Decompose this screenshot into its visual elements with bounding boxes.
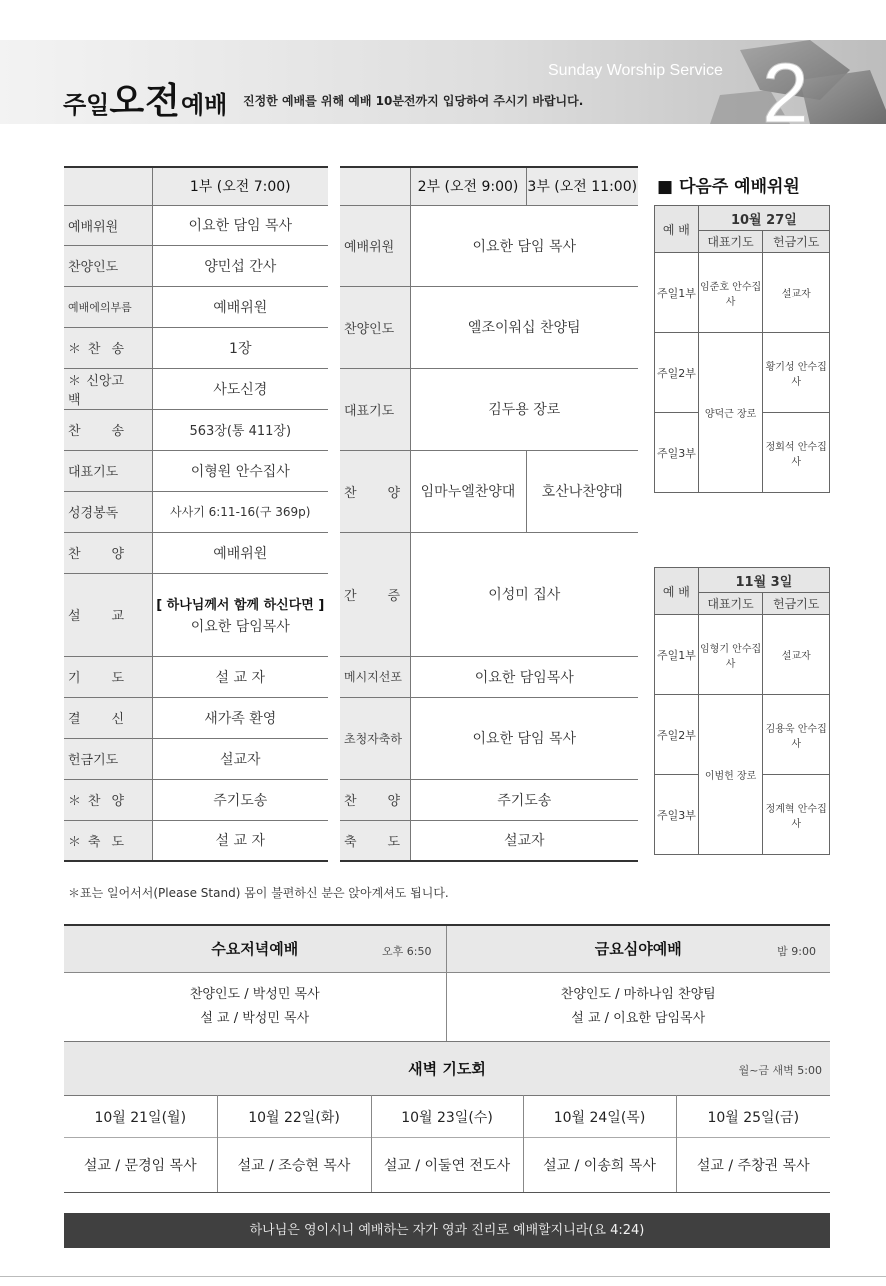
first-value: 사사기 6:11-16(구 369p) xyxy=(152,491,328,532)
second-label: 찬 양 xyxy=(340,779,410,820)
offering-col-header: 헌금기도 xyxy=(763,593,830,615)
dawn-date: 10월 25일(금) xyxy=(676,1096,830,1138)
sermon-title: [ 하나님께서 함께 하신다면 ] xyxy=(156,597,325,613)
first-value: 주기도송 xyxy=(152,779,328,820)
first-label: ＊신앙고백 xyxy=(64,368,152,409)
worship-col-header: 예 배 xyxy=(655,206,699,253)
page-title xyxy=(63,73,228,122)
service-name: 주일2부 xyxy=(655,695,699,775)
first-value: 예배위원 xyxy=(152,532,328,573)
first-value: 설교자 xyxy=(152,738,328,779)
service-name: 주일3부 xyxy=(655,775,699,855)
second-label: 축 도 xyxy=(340,820,410,861)
first-value: 563장(통 411장) xyxy=(152,409,328,450)
dawn-preacher: 설교 / 이둘연 전도사 xyxy=(371,1138,523,1193)
dawn-preacher: 설교 / 문경임 목사 xyxy=(64,1138,217,1193)
second-value: 이요한 담임목사 xyxy=(410,656,638,697)
first-value: 설 교 자 xyxy=(152,820,328,861)
friday-title: 금요심야예배 xyxy=(594,940,682,959)
second-value: 이요한 담임 목사 xyxy=(410,697,638,779)
prayer-col-header: 대표기도 xyxy=(698,593,763,615)
second-value: 김두용 장로 xyxy=(410,368,638,450)
second-choir: 임마누엘찬양대 xyxy=(410,450,526,532)
prayer-name: 임형기 안수집사 xyxy=(698,615,763,695)
friday-preacher: 설 교 / 이요한 담임목사 xyxy=(571,1011,706,1027)
dawn-prayer-table xyxy=(64,1041,830,1193)
wednesday-preacher: 설 교 / 박성민 목사 xyxy=(200,1011,310,1027)
service-name: 주일3부 xyxy=(655,413,699,493)
week-date: 10월 27일 xyxy=(698,206,829,231)
title-part-morning: 오전 xyxy=(109,81,181,122)
wednesday-leader: 찬양인도 / 박성민 목사 xyxy=(189,987,320,1003)
first-label: ＊축 도 xyxy=(64,820,152,861)
first-label-header xyxy=(64,167,152,205)
title-part-sunday: 주일 xyxy=(63,91,110,119)
first-value: 설 교 자 xyxy=(152,656,328,697)
scripture-banner: 하나님은 영이시니 예배하는 자가 영과 진리로 예배할지니라(요 4:24) xyxy=(64,1213,830,1248)
dawn-time: 월~금 새벽 5:00 xyxy=(738,1064,822,1077)
title-part-worship: 예배 xyxy=(180,91,228,119)
first-value: 예배위원 xyxy=(152,286,328,327)
dawn-date: 10월 22일(화) xyxy=(217,1096,371,1138)
first-label: 결 신 xyxy=(64,697,152,738)
prayer-col-header: 대표기도 xyxy=(698,231,763,253)
dawn-date: 10월 21일(월) xyxy=(64,1096,217,1138)
first-label: ＊찬 양 xyxy=(64,779,152,820)
second-label: 예배위원 xyxy=(340,205,410,286)
first-label: 성경봉독 xyxy=(64,491,152,532)
offering-name: 설교자 xyxy=(763,253,830,333)
first-service-header: 1부 (오전 7:00) xyxy=(152,167,328,205)
first-label: 찬 양 xyxy=(64,532,152,573)
header-subtitle: 진정한 예배를 위해 예배 10분전까지 입당하여 주시기 바랍니다. xyxy=(243,94,584,108)
second-value: 주기도송 xyxy=(410,779,638,820)
second-third-service-table xyxy=(340,166,638,862)
weekday-services-table xyxy=(64,924,830,1042)
dawn-preacher: 설교 / 조승현 목사 xyxy=(217,1138,371,1193)
first-label: 찬 송 xyxy=(64,409,152,450)
next-week-table-2 xyxy=(654,567,830,855)
first-value: 이형원 안수집사 xyxy=(152,450,328,491)
wednesday-title: 수요저녁예배 xyxy=(211,940,299,959)
offering-name: 황기성 안수집사 xyxy=(763,333,830,413)
first-value: 양민섭 간사 xyxy=(152,245,328,286)
offering-name: 정계혁 안수집사 xyxy=(763,775,830,855)
next-week-title: ■ 다음주 예배위원 xyxy=(657,177,800,197)
first-label: 대표기도 xyxy=(64,450,152,491)
second-label: 초청자축하 xyxy=(340,697,410,779)
prayer-name: 양덕근 장로 xyxy=(698,333,763,493)
friday-leader: 찬양인도 / 마하나임 찬양팀 xyxy=(560,987,716,1003)
second-label: 간 증 xyxy=(340,532,410,656)
first-label: 기 도 xyxy=(64,656,152,697)
stand-note: ＊표는 일어서서(Please Stand) 몸이 불편하신 분은 앉아계셔도 됩니다. xyxy=(68,886,449,900)
service-name: 주일1부 xyxy=(655,253,699,333)
prayer-name: 임준호 안수집사 xyxy=(698,253,763,333)
first-label: 예배에의부름 xyxy=(64,286,152,327)
dawn-preacher: 설교 / 주창권 목사 xyxy=(676,1138,830,1193)
second-service-header: 2부 (오전 9:00) xyxy=(410,167,526,205)
second-value: 이요한 담임 목사 xyxy=(410,205,638,286)
first-label: 헌금기도 xyxy=(64,738,152,779)
first-label: 설 교 xyxy=(64,573,152,656)
footer-divider xyxy=(0,1276,886,1277)
service-name: 주일2부 xyxy=(655,333,699,413)
third-service-header: 3부 (오전 11:00) xyxy=(526,167,638,205)
first-value: 새가족 환영 xyxy=(152,697,328,738)
sermon-preacher: 이요한 담임목사 xyxy=(190,618,290,635)
first-service-table xyxy=(64,166,328,862)
second-value: 이성미 집사 xyxy=(410,532,638,656)
friday-header xyxy=(446,925,830,972)
first-label: ＊찬 송 xyxy=(64,327,152,368)
service-name: 주일1부 xyxy=(655,615,699,695)
offering-name: 설교자 xyxy=(763,615,830,695)
dawn-preacher: 설교 / 이송희 목사 xyxy=(523,1138,676,1193)
first-value: 1장 xyxy=(152,327,328,368)
dawn-date: 10월 24일(목) xyxy=(523,1096,676,1138)
first-label: 예배위원 xyxy=(64,205,152,245)
wednesday-time: 오후 6:50 xyxy=(382,945,432,958)
next-week-table-1 xyxy=(654,205,830,493)
header-english-title: Sunday Worship Service xyxy=(548,62,723,79)
third-choir: 호산나찬양대 xyxy=(526,450,638,532)
first-label: 찬양인도 xyxy=(64,245,152,286)
first-value: 이요한 담임 목사 xyxy=(152,205,328,245)
second-value: 설교자 xyxy=(410,820,638,861)
sermon-cell xyxy=(152,573,328,656)
week-date: 11월 3일 xyxy=(698,568,829,593)
second-label-header xyxy=(340,167,410,205)
offering-col-header: 헌금기도 xyxy=(763,231,830,253)
first-value: 사도신경 xyxy=(152,368,328,409)
worship-col-header: 예 배 xyxy=(655,568,699,615)
dawn-date: 10월 23일(수) xyxy=(371,1096,523,1138)
offering-name: 김용욱 안수집사 xyxy=(763,695,830,775)
dawn-header xyxy=(64,1042,830,1096)
offering-name: 정회석 안수집사 xyxy=(763,413,830,493)
friday-time: 밤 9:00 xyxy=(777,945,816,958)
wednesday-header xyxy=(64,925,446,972)
second-label: 메시지선포 xyxy=(340,656,410,697)
stone-page-number-graphic xyxy=(700,40,886,124)
second-label: 찬 양 xyxy=(340,450,410,532)
second-value: 엘조이워십 찬양팀 xyxy=(410,286,638,368)
prayer-name: 이범헌 장로 xyxy=(698,695,763,855)
friday-details xyxy=(446,972,830,1042)
second-label: 대표기도 xyxy=(340,368,410,450)
page-number: 2 xyxy=(762,46,809,124)
dawn-title: 새벽 기도회 xyxy=(408,1060,486,1078)
second-label: 찬양인도 xyxy=(340,286,410,368)
wednesday-details xyxy=(64,972,446,1042)
